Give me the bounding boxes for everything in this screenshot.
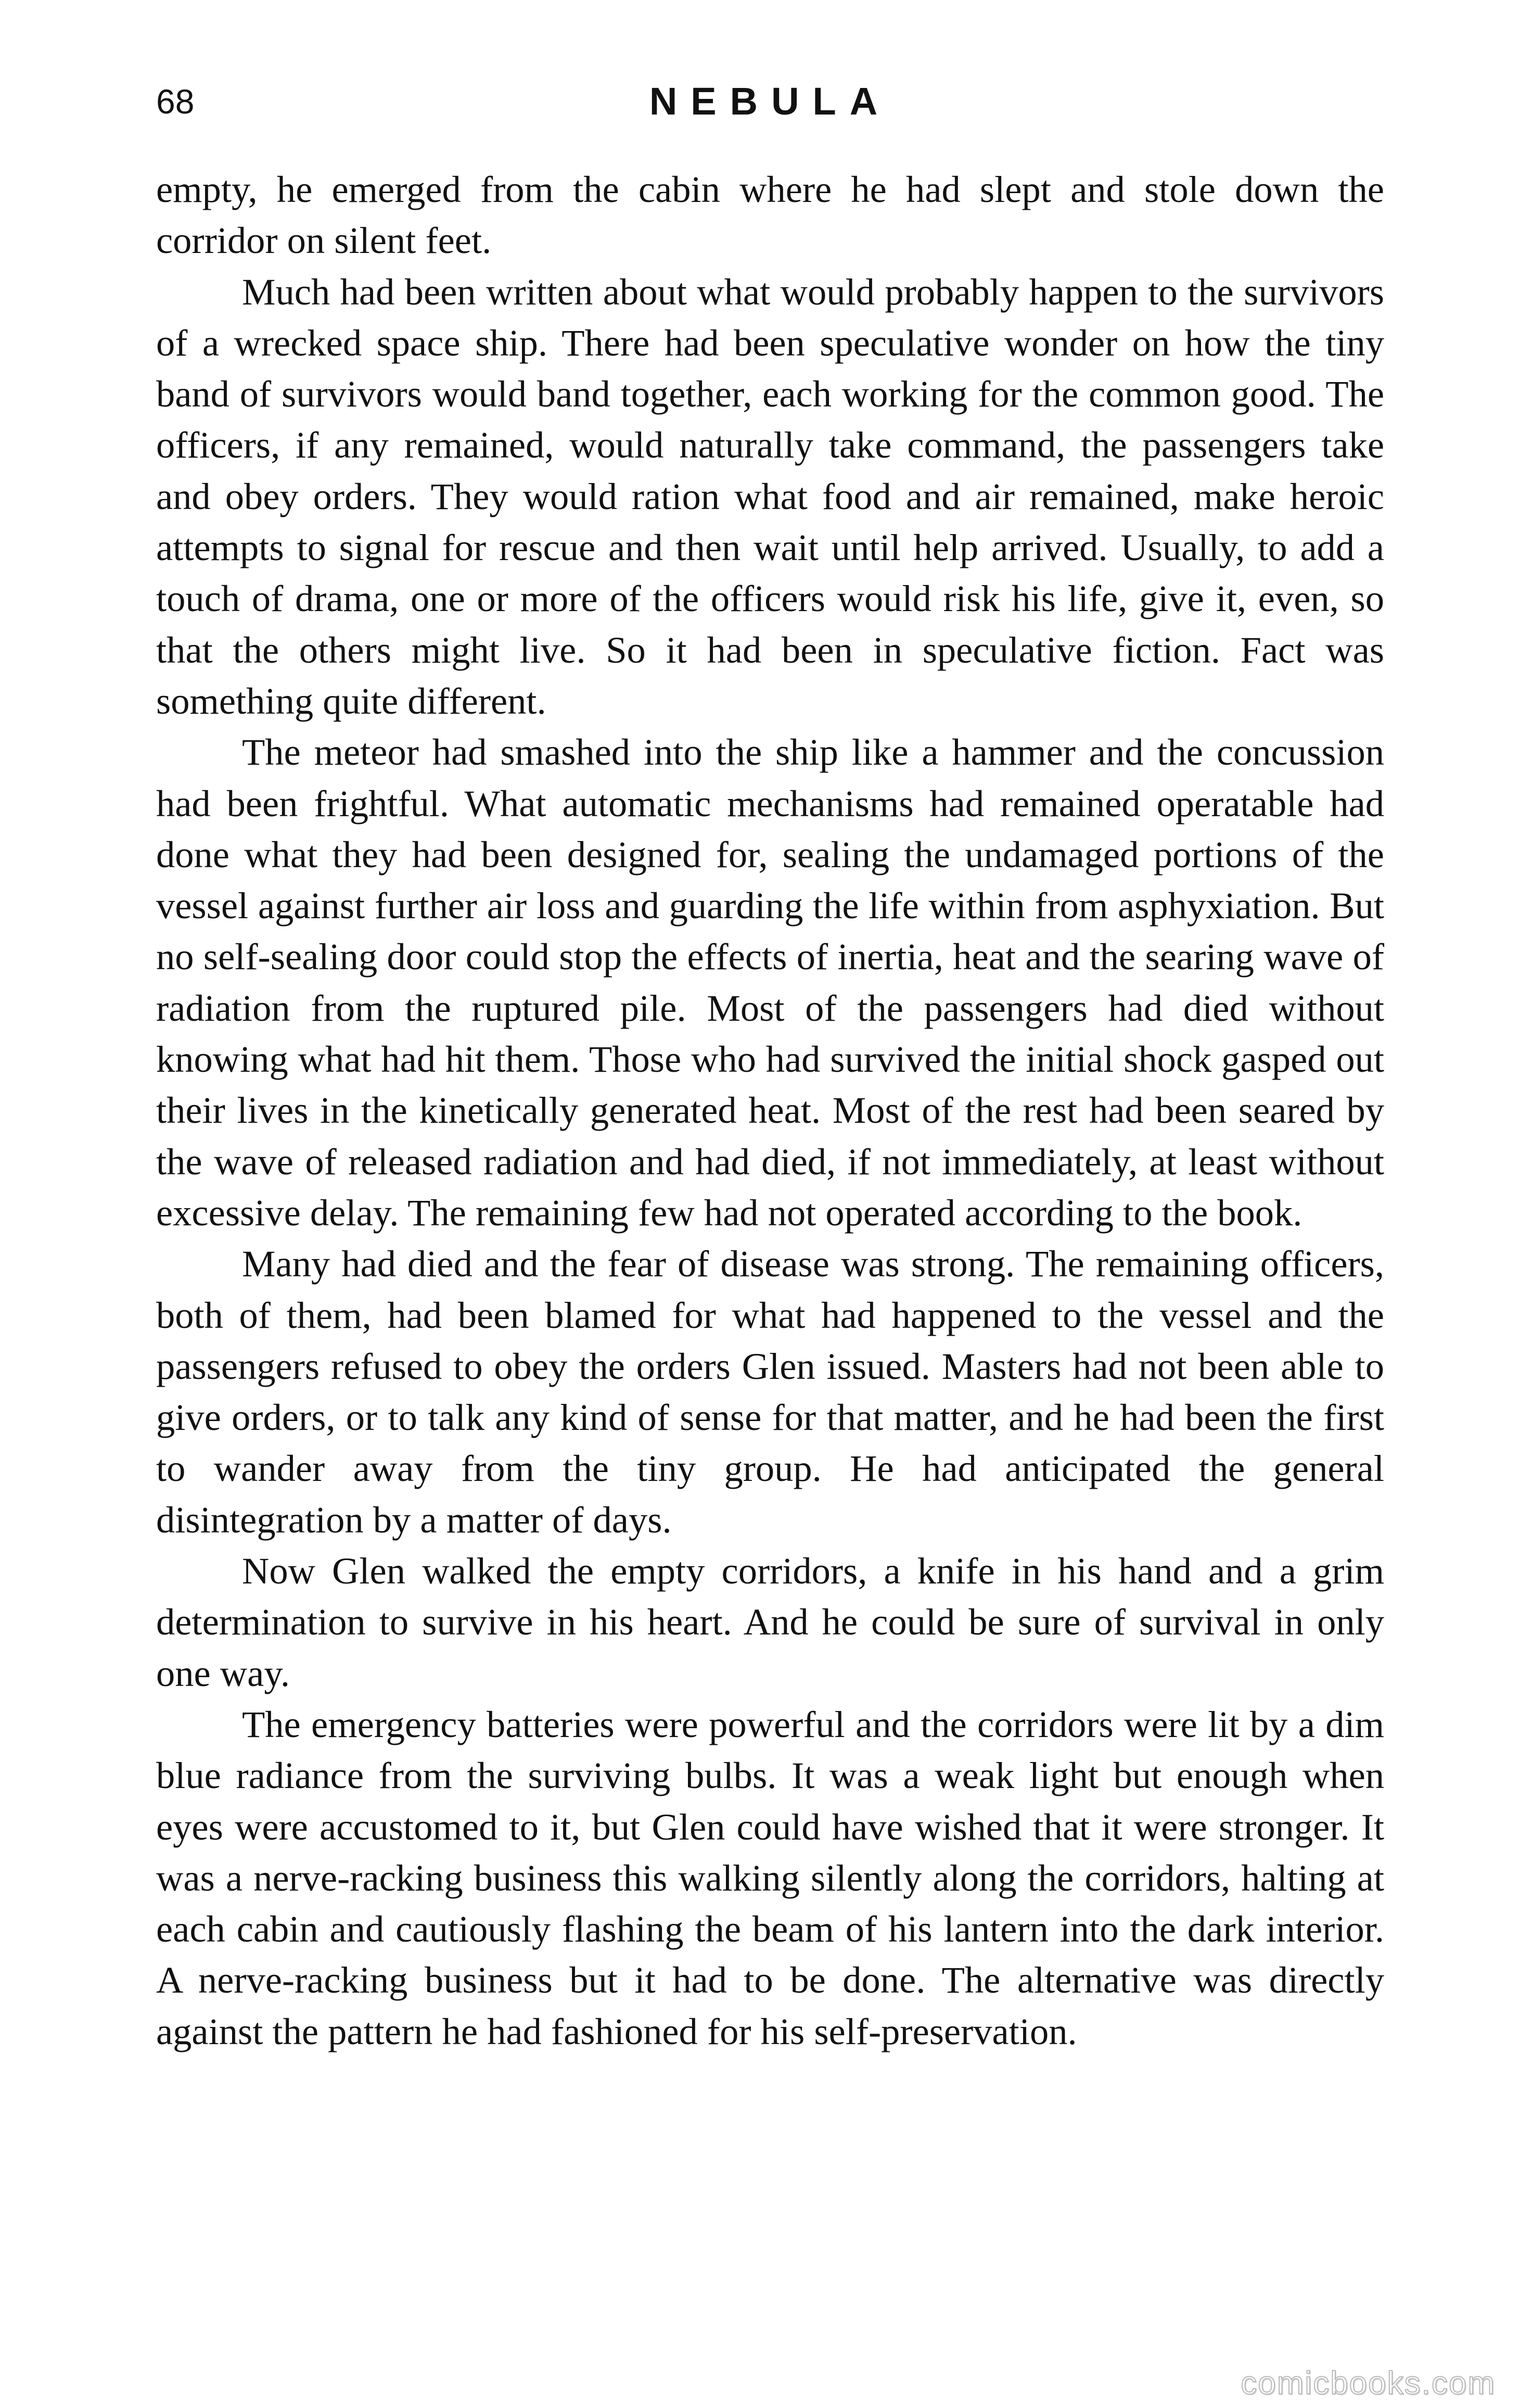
running-title: NEBULA: [649, 80, 891, 123]
body-text: [156, 164, 1384, 2057]
paragraph: Much had been written about what would probably happen to the survivors of a wrecked space ship. There had been speculative wonder on how the tiny band of survivors would band together, each working for the common good. The officers, if any remained, would naturally take command, the passengers take and obey orders. They would ration what food and air remained, make heroic attempts to signal for rescue and then wait until help arrived. Usually, to add a touch of drama, one or more of the officers would risk his life, give it, even, so that the others might live. So it had been in speculative fiction. Fact was something quite different.: [156, 270, 1384, 722]
paragraph: The emergency batteries were powerful and the corridors were lit by a dim blue radiance from the surviving bulbs. It was a weak light but enough when eyes were accustomed to it, but Glen could have wished that it were stronger. It was a nerve-racking business this walking silently along the corridors, halting at each cabin and cautiously flashing the beam of his lantern into the dark interior. A nerve-racking business but it had to be done. The alternative was directly against the pattern he had fashioned for his self-preservation.: [156, 1703, 1384, 2052]
watermark: comicbooks.com: [1241, 2365, 1496, 2401]
paragraph: Now Glen walked the empty corridors, a knife in his hand and a grim determination to survive in his heart. And he could be sure of survival in only one way.: [156, 1550, 1384, 1694]
running-head: [156, 73, 1384, 130]
paragraph: The meteor had smashed into the ship like a hammer and the concussion had been frightful. What automatic mechanisms had remained operatable had done what they had been designed for, sealing the undamaged portions of the vessel against further air loss and guarding the life within from asphyxiation. But no self-sealing door could stop the effects of inertia, heat and the searing wave of radiation from the ruptured pile. Most of the passengers had died without knowing what had hit them. Those who had survived the initial shock gasped out their lives in the kinetically generated heat. Most of the rest had been seared by the wave of released radiation and had died, if not immediately, at least without excessive delay. The remaining few had not operated according to the book.: [156, 731, 1384, 1234]
paragraph: Many had died and the fear of disease was strong. The remaining officers, both of them, had been blamed for what had happened to the vessel and the passengers refused to obey the orders Glen issued. Masters had not been able to give orders, or to talk any kind of sense for that matter, and he had been the first to wander away from the tiny group. He had anticipated the general disintegration by a matter of days.: [156, 1243, 1384, 1541]
page-number: 68: [156, 82, 195, 121]
paragraph: empty, he emerged from the cabin where he had slept and stole down the corridor on silent feet.: [156, 168, 1384, 262]
